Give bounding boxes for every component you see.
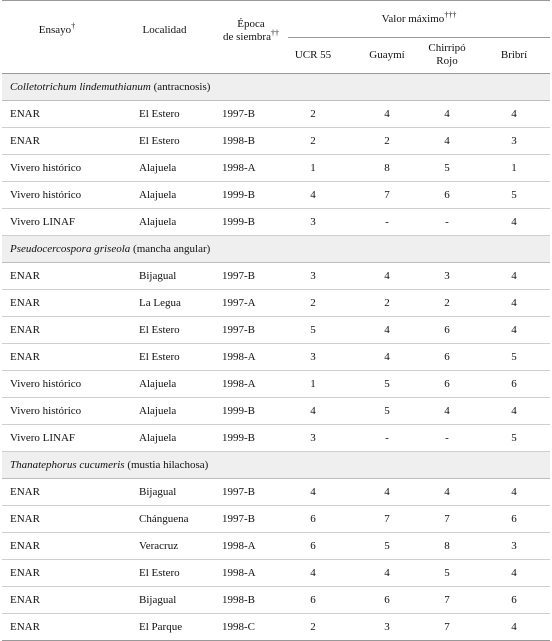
cell-guaymi: 4 [384,351,390,363]
table-row [2,263,550,290]
table-row [2,155,550,182]
cell-bribri: 3 [511,135,517,147]
header-valor-label: Valor máximo [381,13,445,25]
cell-bribri: 3 [511,540,517,552]
cell-epoca: 1998-B [222,135,255,147]
table-row [2,182,550,209]
cell-localidad: Bijagual [139,270,177,282]
cell-ucr55: 3 [310,351,316,363]
cell-ensayo: ENAR [10,297,40,309]
header-ensayo-label: Ensayo [38,24,72,36]
table-row [2,533,550,560]
cell-ensayo: ENAR [10,567,40,579]
cell-chirripo: 6 [444,351,450,363]
cell-localidad: El Estero [139,351,180,363]
cell-bribri: 4 [511,216,517,228]
header-bribri: Bribrí [500,49,528,61]
table-row [2,344,550,371]
section-2 [2,452,550,641]
cell-ucr55: 2 [310,135,316,147]
cell-guaymi: 5 [384,378,390,390]
cell-chirripo: 2 [444,297,450,309]
cell-guaymi: 6 [384,594,390,606]
cell-ucr55: 3 [310,432,316,444]
table-row [2,209,550,236]
cell-ucr55: 1 [310,162,316,174]
cell-ensayo: Vivero LINAF [10,216,76,228]
cell-ucr55: 3 [310,216,316,228]
cell-ensayo: ENAR [10,513,40,525]
section-1 [2,236,550,452]
table-header [2,0,550,74]
cell-localidad: El Estero [139,135,180,147]
cell-guaymi: 3 [384,621,390,633]
cell-guaymi: 2 [384,297,390,309]
cell-chirripo: 7 [444,594,450,606]
table-row [2,371,550,398]
cell-bribri: 5 [511,189,517,201]
cell-ucr55: 6 [310,540,316,552]
cell-epoca: 1998-B [222,594,255,606]
cell-epoca: 1997-B [222,108,255,120]
cell-chirripo: 4 [444,486,450,498]
cell-guaymi: 4 [384,486,390,498]
cell-bribri: 6 [511,594,517,606]
cell-ensayo: Vivero histórico [10,189,82,201]
cell-ucr55: 2 [310,297,316,309]
cell-chirripo: 4 [444,108,450,120]
cell-bribri: 4 [511,297,517,309]
cell-localidad: Alajuela [139,162,177,174]
cell-chirripo: 3 [444,270,450,282]
cell-epoca: 1998-A [222,162,256,174]
cell-ucr55: 4 [310,567,316,579]
cell-guaymi: 5 [384,405,390,417]
cell-localidad: Bijagual [139,486,177,498]
header-ucr55: UCR 55 [294,49,332,61]
cell-localidad: La Legua [139,297,181,309]
results-table [2,0,550,641]
cell-localidad: El Estero [139,567,180,579]
cell-bribri: 4 [511,486,517,498]
cell-bribri: 4 [511,621,517,633]
cell-epoca: 1997-B [222,270,255,282]
table-row [2,290,550,317]
cell-ensayo: ENAR [10,486,40,498]
cell-epoca: 1997-B [222,513,255,525]
cell-epoca: 1997-B [222,324,255,336]
cell-ucr55: 6 [310,594,316,606]
cell-epoca: 1998-A [222,540,256,552]
cell-guaymi: 4 [384,567,390,579]
cell-chirripo: 8 [444,540,450,552]
header-guaymi: Guaymí [369,49,405,61]
cell-localidad: Alajuela [139,405,177,417]
cell-ensayo: Vivero LINAF [10,432,76,444]
header-valor-maximo [288,10,550,26]
cell-ucr55: 6 [310,513,316,525]
cell-epoca: 1997-A [222,297,256,309]
cell-chirripo: 6 [444,189,450,201]
cell-guaymi: 4 [384,108,390,120]
section-heading-text [10,452,208,478]
cell-guaymi: 4 [384,324,390,336]
cell-ensayo: ENAR [10,540,40,552]
cell-bribri: 4 [511,270,517,282]
table-row [2,317,550,344]
section-heading [2,452,550,479]
header-chirripo-line1: Chirripó [428,42,466,54]
pathogen-name: Colletotrichum lindemuthianum [10,81,151,93]
cell-ensayo: ENAR [10,621,40,633]
header-ensayo [2,21,112,37]
cell-ucr55: 2 [310,108,316,120]
cell-ensayo: ENAR [10,270,40,282]
cell-bribri: 6 [511,378,517,390]
cell-epoca: 1998-C [222,621,255,633]
cell-epoca: 1998-A [222,351,256,363]
cell-bribri: 4 [511,567,517,579]
cell-guaymi: 4 [384,270,390,282]
cell-chirripo: 4 [444,135,450,147]
table-row [2,560,550,587]
cell-ensayo: ENAR [10,594,40,606]
header-chirripo [407,42,487,68]
disease-name: (mancha angular) [130,243,211,255]
cell-localidad: Alajuela [139,432,177,444]
section-heading-text [10,74,210,100]
table-row [2,614,550,641]
table-row [2,506,550,533]
cell-localidad: Bijagual [139,594,177,606]
header-epoca [210,18,292,44]
cell-epoca: 1999-B [222,216,255,228]
cell-guaymi: 7 [384,513,390,525]
section-0 [2,74,550,236]
cell-bribri: 5 [511,351,517,363]
cell-ensayo: ENAR [10,351,40,363]
cell-chirripo: - [445,216,449,228]
cell-epoca: 1999-B [222,432,255,444]
cell-bribri: 1 [511,162,517,174]
pathogen-name: Pseudocercospora griseola [10,243,131,255]
header-ensayo-mark: † [71,21,76,31]
cell-chirripo: 6 [444,324,450,336]
header-valor-mark: ††† [444,10,457,20]
cell-localidad: Veracruz [139,540,179,552]
cell-localidad: Alajuela [139,216,177,228]
cell-bribri: 4 [511,108,517,120]
cell-localidad: El Estero [139,324,180,336]
cell-ensayo: ENAR [10,135,40,147]
cell-chirripo: 4 [444,405,450,417]
table-row [2,128,550,155]
cell-localidad: El Parque [139,621,183,633]
cell-ucr55: 4 [310,486,316,498]
header-divider [288,37,550,38]
cell-chirripo: 7 [444,621,450,633]
cell-guaymi: 7 [384,189,390,201]
header-epoca-line1: Época [237,18,265,30]
cell-ensayo: ENAR [10,108,40,120]
cell-bribri: 4 [511,405,517,417]
cell-chirripo: 7 [444,513,450,525]
cell-ensayo: Vivero histórico [10,378,82,390]
cell-chirripo: 6 [444,378,450,390]
table-row [2,425,550,452]
table-row [2,101,550,128]
table-row [2,398,550,425]
cell-ensayo: Vivero histórico [10,162,82,174]
table-row [2,587,550,614]
cell-ucr55: 2 [310,621,316,633]
cell-ucr55: 1 [310,378,316,390]
disease-name: (antracnosis) [150,81,211,93]
cell-localidad: Alajuela [139,378,177,390]
cell-bribri: 5 [511,432,517,444]
cell-guaymi: 5 [384,540,390,552]
cell-localidad: Chánguena [139,513,189,525]
cell-epoca: 1998-A [222,378,256,390]
cell-localidad: El Estero [139,108,180,120]
cell-bribri: 6 [511,513,517,525]
cell-guaymi: - [385,432,389,444]
cell-ensayo: ENAR [10,324,40,336]
cell-guaymi: 8 [384,162,390,174]
pathogen-name: Thanatephorus cucumeris [10,459,125,471]
cell-chirripo: 5 [444,567,450,579]
cell-ucr55: 3 [310,270,316,282]
disease-name: (mustia hilachosa) [124,459,209,471]
cell-ucr55: 4 [310,405,316,417]
cell-guaymi: - [385,216,389,228]
cell-epoca: 1999-B [222,405,255,417]
cell-epoca: 1997-B [222,486,255,498]
section-heading [2,74,550,101]
table-row [2,479,550,506]
cell-ensayo: Vivero histórico [10,405,82,417]
header-chirripo-line2: Rojo [436,55,458,67]
cell-chirripo: 5 [444,162,450,174]
cell-bribri: 4 [511,324,517,336]
cell-localidad: Alajuela [139,189,177,201]
cell-epoca: 1999-B [222,189,255,201]
header-localidad: Localidad [142,24,187,36]
cell-guaymi: 2 [384,135,390,147]
cell-epoca: 1998-A [222,567,256,579]
cell-ucr55: 4 [310,189,316,201]
header-epoca-line2-text: de siembra [223,31,271,43]
header-epoca-line2 [210,28,292,44]
header-epoca-mark: †† [270,28,279,38]
cell-ucr55: 5 [310,324,316,336]
section-heading-text [10,236,210,262]
cell-chirripo: - [445,432,449,444]
section-heading [2,236,550,263]
